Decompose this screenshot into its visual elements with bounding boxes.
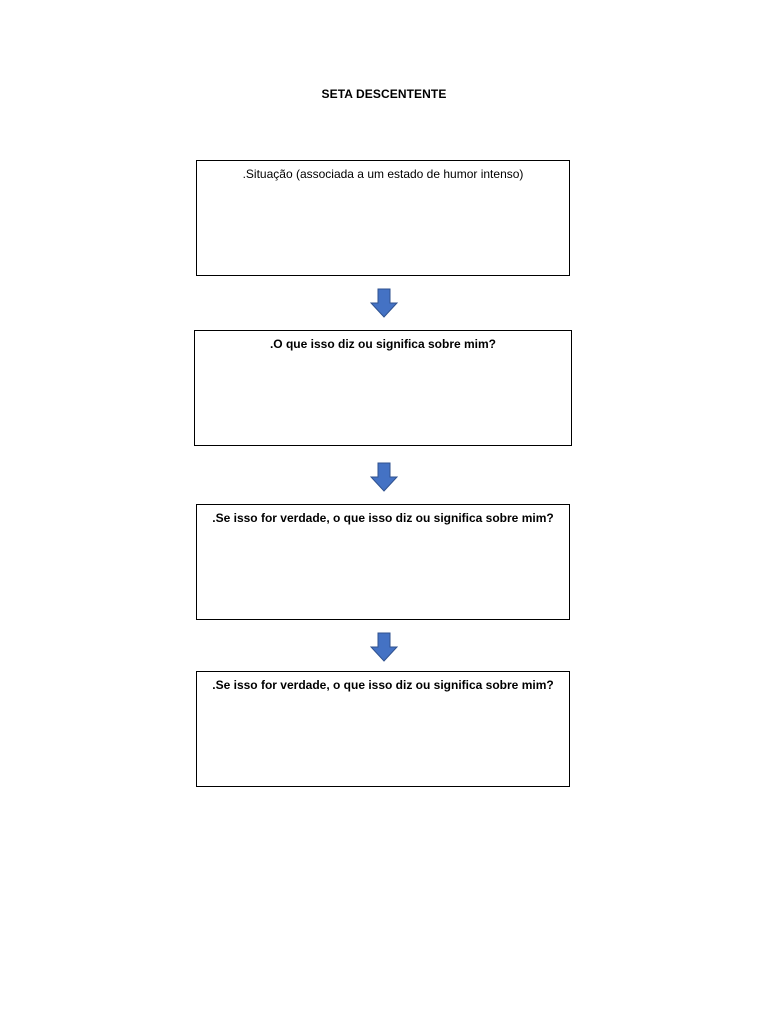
flow-box-meaning xyxy=(194,330,572,446)
flow-box-label: .Se isso for verdade, o que isso diz ou significa sobre mim? xyxy=(212,678,554,692)
arrow-down-icon xyxy=(370,288,398,318)
flow-box-label: .O que isso diz ou significa sobre mim? xyxy=(269,337,497,351)
flow-box-if-true-1 xyxy=(196,504,570,620)
flow-box-label: .Se isso for verdade, o que isso diz ou significa sobre mim? xyxy=(212,511,554,525)
arrow-down-icon xyxy=(370,632,398,662)
flow-box-situation xyxy=(196,160,570,276)
flow-box-if-true-2 xyxy=(196,671,570,787)
arrow-down-icon xyxy=(370,462,398,492)
flow-box-label: .Situação (associada a um estado de humor intenso) xyxy=(242,167,524,181)
page-title: SETA DESCENTENTE xyxy=(321,87,447,101)
